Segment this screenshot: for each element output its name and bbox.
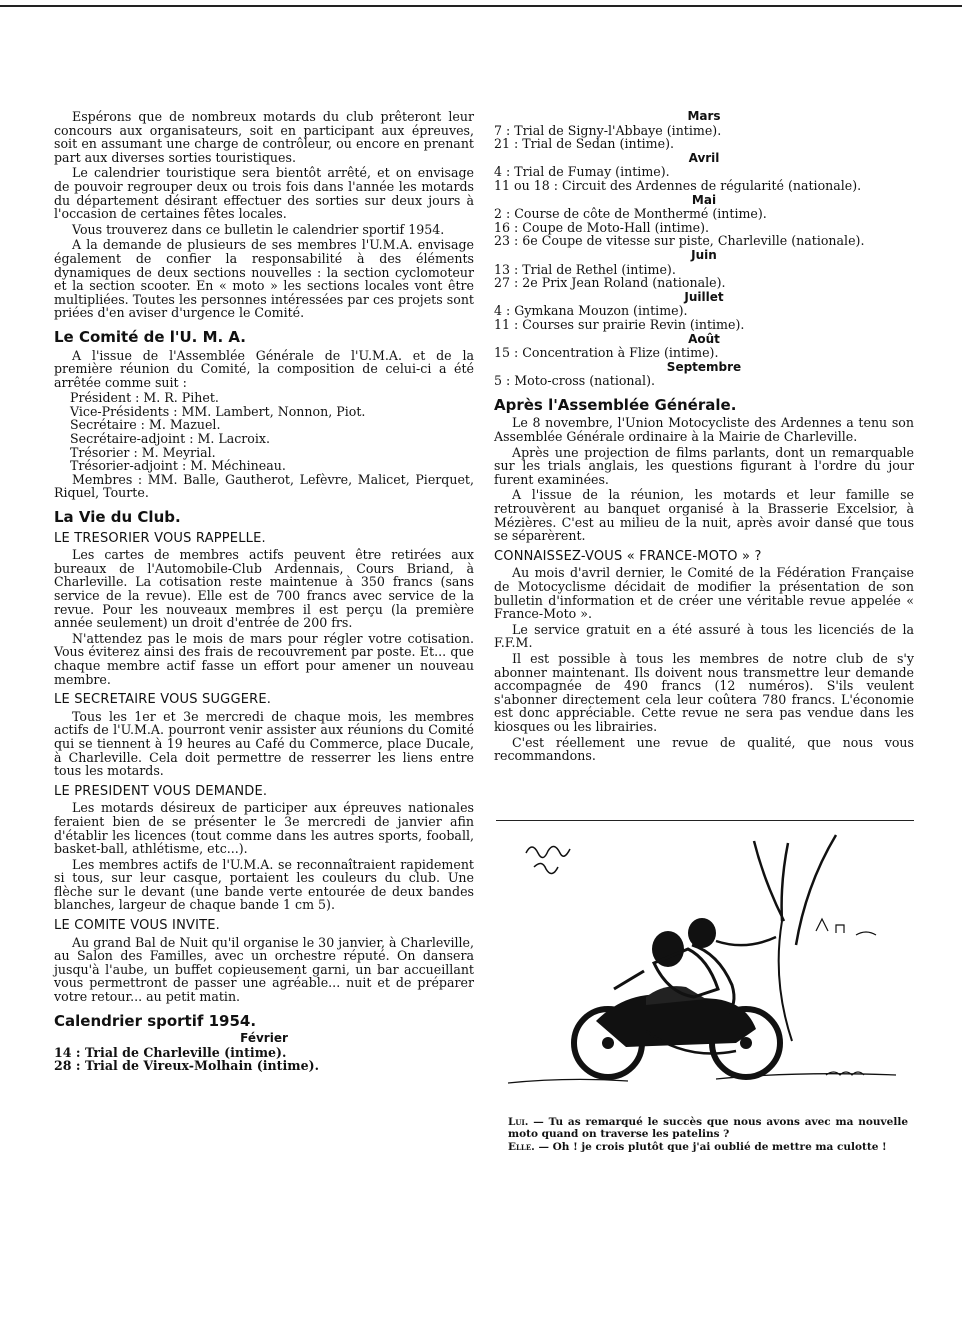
calendar-event: 4 : Gymkana Mouzon (intime). (494, 303, 688, 319)
left-column (54, 110, 474, 1073)
calendar-event: 11 : Courses sur prairie Revin (intime). (494, 316, 745, 332)
caption-elle (508, 1141, 908, 1153)
month-heading-juillet: Juillet (684, 289, 724, 304)
calendar-event: 5 : Moto-cross (national). (494, 373, 655, 389)
comite-invite-subheading: LE COMITE VOUS INVITE. (54, 918, 221, 934)
cartoon-illustration (496, 820, 914, 1121)
francemoto-subheading: CONNAISSEZ-VOUS « FRANCE-MOTO » ? (494, 548, 762, 564)
francemoto-paragraph: C'est réellement une revue de qualité, que nous vous recommandons. (494, 734, 914, 764)
comite-member-line: Trésorier-adjoint : M. Méchineau. (70, 458, 286, 474)
comite-member-line: Secrétaire-adjoint : M. Lacroix. (70, 431, 270, 447)
comite-invite-paragraph: Au grand Bal de Nuit qu'il organise le 30 janvier, à Charleville, au Salon des Familles, avec un orchestre réputé. On dansera jusqu'à l'aube, un buffet copieusement garni, un bar accueillant vous permettront de passer une agréable... nuit et de préparer votre retour... au petit matin. (54, 934, 474, 1005)
month-heading-mars: Mars (687, 109, 721, 123)
calendar-event: 23 : 6e Coupe de vitesse sur piste, Charleville (nationale). (494, 233, 865, 249)
secretaire-subheading: LE SECRETAIRE VOUS SUGGERE. (54, 692, 272, 708)
calendar-event: 7 : Trial de Signy-l'Abbaye (intime). (494, 122, 722, 138)
assemblee-paragraph: Après une projection de films parlants, dont un remarquable sur les trials anglais, les questions figurant à l'ordre du jour furent examinées. (494, 444, 914, 487)
month-heading-mai: Mai (691, 192, 717, 207)
assemblee-heading: Après l'Assemblée Générale. (494, 395, 737, 414)
assemblee-paragraph: Le 8 novembre, l'Union Motocycliste des Ardennes a tenu son Assemblée Générale ordinaire à la Mairie de Charleville. (494, 415, 914, 445)
secretaire-paragraph: Tous les 1er et 3e mercredi de chaque mois, les membres actifs de l'U.M.A. pourront venir assister aux réunions du Comité qui se tiennent à 19 heures au Café du Commerce, place Ducale, à Charleville. Cela doit permettre de resserrer les liens entre tous les motards. (54, 708, 474, 779)
month-heading-septembre: Septembre (666, 359, 742, 374)
cartoon-caption (508, 1116, 908, 1153)
calendar-event: 15 : Concentration à Flize (intime). (494, 345, 719, 361)
president-subheading: LE PRESIDENT VOUS DEMANDE. (54, 783, 268, 799)
tresorier-paragraph: N'attendez pas le mois de mars pour régler votre cotisation. Vous éviterez ainsi des frais de recouvrement par poste. Et... que chaque membre actif fasse un effort pour amener un nouveau membre. (54, 630, 474, 687)
tresorier-paragraph: Les cartes de membres actifs peuvent être retirées aux bureaux de l'Automobile-Club Ardennais, Cours Briand, à Charleville. La cotisation reste maintenue à 350 francs (sans service de la revue). Elle est de 700 francs avec service de la revue. Pour les nouveaux membres il est perçu (la première année seulement) un droit d'entrée de 200 frs. (54, 547, 474, 631)
calendar-event: 2 : Course de côte de Monthermé (intime). (494, 206, 767, 222)
comite-heading: Le Comité de l'U. M. A. (54, 327, 247, 346)
month-heading-fevrier: Février (240, 1031, 288, 1046)
assemblee-paragraph: A l'issue de la réunion, les motards et leur famille se retrouvèrent au banquet organisé à la Brasserie Excelsior, à Mézières. C'est au milieu de la nuit, après avoir dansé que tous se séparèrent. (494, 487, 914, 544)
caption-lui-speaker: Lui. (508, 1116, 529, 1128)
caption-lui (508, 1116, 908, 1141)
calendrier-heading: Calendrier sportif 1954. (54, 1011, 257, 1030)
intro-paragraph-2: Le calendrier touristique sera bientôt arrêté, et on envisage de pouvoir regrouper deux ou trois fois dans l'année les motards du département désirant effectuer des sorties sur deux jours à l'occasion de certaines fêtes locales. (54, 165, 474, 222)
top-border-line (0, 5, 962, 7)
intro-paragraph-1: Espérons que de nombreux motards du club prêteront leur concours aux organisateurs, soit en participant aux épreuves, soit en assumant une charge de contrôleur, ou encore en prenant part aux diverses sorties touristiques. (54, 109, 474, 165)
motorcycle-couple-drawing (496, 821, 914, 1121)
president-paragraph: Les membres actifs de l'U.M.A. se reconnaîtraient rapidement si tous, sur leur casque, portaient les couleurs du club. Une flèche sur le devant (une bande verte entourée de deux bandes blanches, largeur de chaque bande 1 cm 5). (54, 856, 474, 913)
comite-member-line: Trésorier : M. Meyrial. (70, 444, 216, 460)
comite-member-line: Vice-Présidents : MM. Lambert, Nonnon, Piot. (70, 403, 366, 419)
francemoto-paragraph: Au mois d'avril dernier, le Comité de la Fédération Française de Motocyclisme décidait de modifier la présentation de son bulletin d'information et de créer une véritable revue appelée « France-Moto ». (494, 565, 914, 622)
calendar-event: 11 ou 18 : Circuit des Ardennes de régularité (nationale). (494, 177, 862, 193)
intro-paragraph-3: Vous trouverez dans ce bulletin le calendrier sportif 1954. (72, 221, 445, 237)
caption-lui-text: — Tu as remarqué le succès que nous avons avec ma nouvelle moto quand on traverse les patelins ? (508, 1116, 908, 1141)
vie-club-heading: La Vie du Club. (54, 508, 181, 527)
comite-intro: A l'issue de l'Assemblée Générale de l'U.M.A. et de la première réunion du Comité, la composition de celui-ci a été arrêtée comme suit : (54, 347, 474, 390)
calendar-event: 21 : Trial de Sedan (intime). (494, 136, 674, 152)
calendar-event: 14 : Trial de Charleville (intime). (54, 1044, 287, 1060)
month-heading-avril: Avril (688, 150, 720, 165)
caption-elle-text: — Oh ! je crois plutôt que j'ai oublié de mettre ma culotte ! (538, 1140, 887, 1153)
comite-member-line: Membres : MM. Balle, Gautherot, Lefèvre, Malicet, Pierquet, Riquel, Tourte. (54, 471, 474, 501)
month-heading-aout: Août (688, 331, 720, 346)
president-paragraph: Les motards désireux de participer aux épreuves nationales feraient bien de se présenter le 3e mercredi de janvier afin d'établir les licences (tout comme dans les autres sports, fooball, basket-ball, athlétisme, etc...). (54, 800, 474, 857)
calendar-event: 27 : 2e Prix Jean Roland (nationale). (494, 275, 726, 291)
tresorier-subheading: LE TRESORIER VOUS RAPPELLE. (54, 530, 266, 546)
comite-member-line: Président : M. R. Pihet. (70, 390, 219, 406)
calendar-event: 4 : Trial de Fumay (intime). (494, 164, 670, 180)
francemoto-paragraph: Le service gratuit en a été assuré à tous les licenciés de la F.F.M. (494, 621, 914, 651)
month-heading-juin: Juin (691, 247, 717, 262)
calendar-event: 16 : Coupe de Moto-Hall (intime). (494, 219, 710, 235)
calendar-event: 13 : Trial de Rethel (intime). (494, 261, 676, 277)
intro-paragraph-4: A la demande de plusieurs de ses membres l'U.M.A. envisage également de confier la responsabilité à des éléments dynamiques de deux sections nouvelles : la section cyclomoteur et la section scooter. En « moto » les sections locales vont être multipliées. Toutes les personnes intéressées par ces projets sont priées d'en aviser d'urgence le Comité. (54, 237, 474, 321)
caption-elle-speaker: Elle. (508, 1140, 535, 1153)
comite-member-line: Secrétaire : M. Mazuel. (70, 417, 221, 433)
calendar-event: 28 : Trial de Vireux-Molhain (intime). (54, 1058, 319, 1074)
right-column (494, 110, 914, 765)
francemoto-paragraph: Il est possible à tous les membres de notre club de s'y abonner maintenant. Ils doivent nous transmettre leur demande accompagnée de 490 francs (12 numéros). S'ils veulent s'abonner directement cela leur coûtera 780 francs. L'économie est donc appréciable. Cette revue ne sera pas vendue dans les kiosques ou les librairies. (494, 650, 914, 734)
